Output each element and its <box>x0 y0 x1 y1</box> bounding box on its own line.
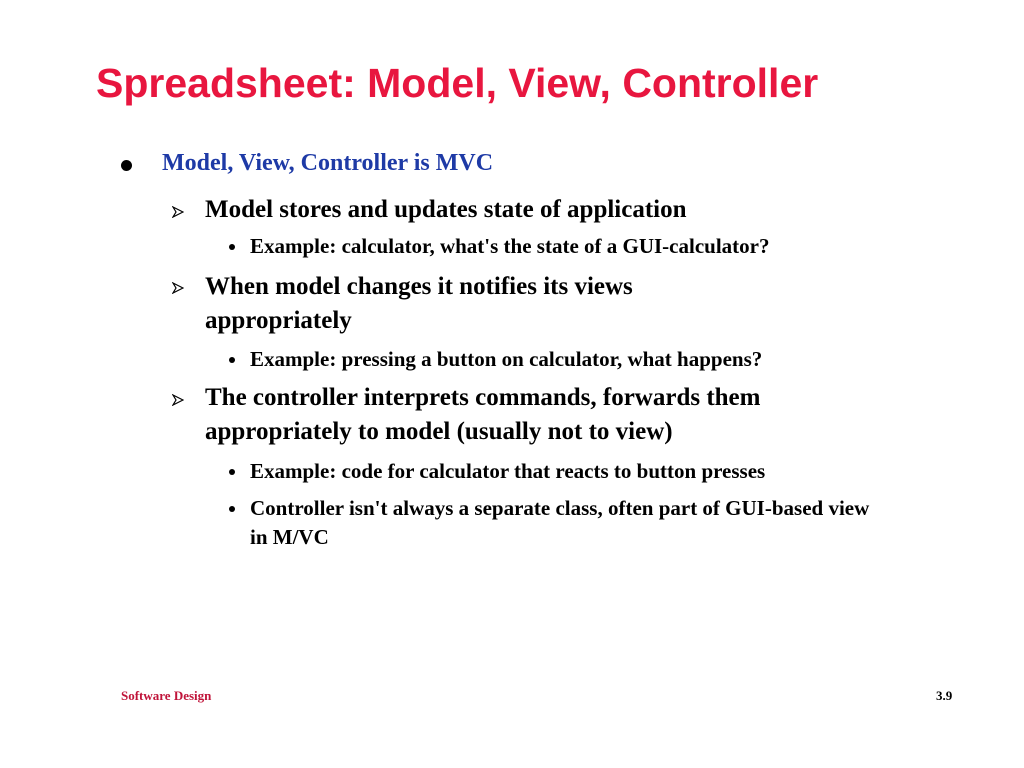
arrow-right-outline-icon <box>172 206 184 218</box>
arrow-right-outline-icon <box>172 394 184 406</box>
filled-circle-icon <box>121 160 132 171</box>
subpoint-view-example: Example: pressing a button on calculator, what happens? <box>250 347 763 371</box>
small-dot-icon <box>229 506 235 512</box>
subpoint-controller-note: Controller isn't always a separate class, often part of GUI-based view in M/VC <box>250 496 870 549</box>
small-dot-icon <box>229 244 235 250</box>
arrow-right-outline-icon <box>172 282 184 294</box>
slide-title: Spreadsheet: Model, View, Controller <box>96 60 819 106</box>
small-dot-icon <box>229 469 235 475</box>
bullet-mvc: Model, View, Controller is MVC <box>162 150 494 176</box>
small-dot-icon <box>229 357 235 363</box>
footer-slide-number: 3.9 <box>936 688 953 703</box>
point-view: When model changes it notifies its views appropriately <box>205 273 633 334</box>
footer-course-name: Software Design <box>121 688 212 703</box>
subpoint-controller-example: Example: code for calculator that reacts to button presses <box>250 459 766 483</box>
subpoint-model-example: Example: calculator, what's the state of a GUI-calculator? <box>250 234 770 258</box>
point-controller: The controller interprets commands, forwards them appropriately to model (usually not to view) <box>205 384 761 445</box>
point-model: Model stores and updates state of application <box>205 196 687 223</box>
